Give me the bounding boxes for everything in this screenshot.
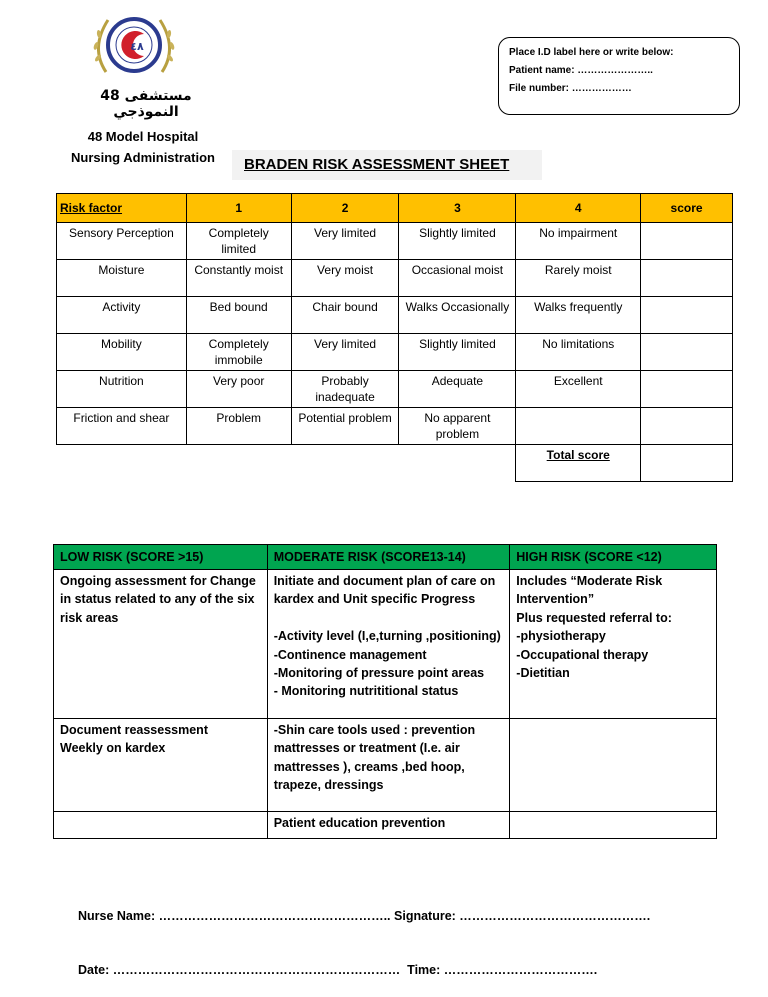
table-cell: No impairment xyxy=(516,223,641,260)
hospital-name: 48 Model Hospital xyxy=(87,129,199,144)
risk-factor-cell: Mobility xyxy=(57,334,187,371)
table-row xyxy=(57,260,733,297)
total-score-row xyxy=(57,445,733,482)
table-header-row xyxy=(57,194,733,223)
moderate-risk-education: Patient education prevention xyxy=(267,812,510,839)
table-row xyxy=(57,371,733,408)
reassessment-line: Weekly on kardex xyxy=(60,741,166,756)
risk-level-row xyxy=(54,570,717,719)
moderate-risk-instructions xyxy=(267,570,510,719)
table-row xyxy=(57,223,733,260)
file-number-field[interactable]: File number: ……………… xyxy=(509,83,632,94)
table-cell: Adequate xyxy=(399,371,516,408)
header-level-1: 1 xyxy=(186,194,291,223)
table-row xyxy=(57,334,733,371)
header-level-3: 3 xyxy=(399,194,516,223)
table-cell: Very limited xyxy=(291,223,399,260)
table-cell: Slightly limited xyxy=(399,223,516,260)
table-cell: Very limited xyxy=(291,334,399,371)
table-cell: No limitations xyxy=(516,334,641,371)
table-cell: Problem xyxy=(186,408,291,445)
low-risk-instructions: Ongoing assessment for Change in status related to any of the six risk areas xyxy=(54,570,268,719)
patient-name-field[interactable]: Patient name: ………………….. xyxy=(509,65,653,76)
table-cell: Walks frequently xyxy=(516,297,641,334)
high-line: -physiotherapy xyxy=(516,629,606,644)
hospital-info xyxy=(58,126,228,168)
high-line: -Dietitian xyxy=(516,666,570,681)
low-risk-reassessment xyxy=(54,719,268,812)
low-risk-header: LOW RISK (SCORE >15) xyxy=(54,545,268,570)
score-cell[interactable] xyxy=(641,223,733,260)
table-cell: Probably inadequate xyxy=(291,371,399,408)
score-cell[interactable] xyxy=(641,260,733,297)
total-score-label: Total score xyxy=(516,445,641,482)
risk-factor-cell: Friction and shear xyxy=(57,408,187,445)
high-risk-header: HIGH RISK (SCORE <12) xyxy=(510,545,717,570)
moderate-line: -Monitoring of pressure point areas xyxy=(273,666,485,681)
table-cell: Rarely moist xyxy=(516,260,641,297)
table-row xyxy=(57,408,733,445)
table-cell: Potential problem xyxy=(291,408,399,445)
table-cell: Constantly moist xyxy=(186,260,291,297)
signature-footer xyxy=(78,871,650,997)
risk-factor-cell: Nutrition xyxy=(57,371,187,408)
header-risk-factor: Risk factor xyxy=(57,194,187,223)
table-cell: Bed bound xyxy=(186,297,291,334)
hospital-name-arabic: مستشفى 48 النموذجي xyxy=(100,88,192,120)
moderate-risk-header: MODERATE RISK (SCORE13-14) xyxy=(267,545,510,570)
table-cell: Excellent xyxy=(516,371,641,408)
braden-risk-table xyxy=(56,193,733,482)
high-line: Plus requested referral to: xyxy=(516,610,672,625)
moderate-line: -Activity level (I,e,turning ,positioning) xyxy=(273,629,501,644)
risk-level-table xyxy=(53,544,717,839)
table-cell: No apparent problem xyxy=(399,408,516,445)
score-cell[interactable] xyxy=(641,297,733,334)
header-score: score xyxy=(641,194,733,223)
reassessment-line: Document reassessment xyxy=(60,723,208,737)
moderate-line: Initiate and document plan of care on kardex and Unit specific Progress xyxy=(273,574,496,607)
high-line: -Occupational therapy xyxy=(516,647,649,662)
risk-factor-cell: Activity xyxy=(57,297,187,334)
risk-level-header-row xyxy=(54,545,717,570)
table-cell: Very moist xyxy=(291,260,399,297)
total-score-cell[interactable] xyxy=(641,445,733,482)
table-cell: Completely immobile xyxy=(186,334,291,371)
date-time-line[interactable]: Date: …………………………………………………………… Time: ………………………………. xyxy=(78,963,598,977)
high-risk-instructions xyxy=(510,570,717,719)
table-cell: Very poor xyxy=(186,371,291,408)
risk-level-row xyxy=(54,719,717,812)
risk-factor-cell: Sensory Perception xyxy=(57,223,187,260)
table-cell: Chair bound xyxy=(291,297,399,334)
table-cell xyxy=(516,408,641,445)
hospital-logo xyxy=(86,10,182,80)
moderate-risk-skin-care: -Shin care tools used : prevention mattresses or treatment (I.e. air mattresses ), creams ,bed hoop, trapeze, dressings xyxy=(267,719,510,812)
score-cell[interactable] xyxy=(641,408,733,445)
patient-id-box[interactable] xyxy=(498,37,740,115)
table-cell: Slightly limited xyxy=(399,334,516,371)
moderate-line: -Continence management xyxy=(273,647,427,662)
table-cell: Walks Occasionally xyxy=(399,297,516,334)
high-line: Includes “Moderate Risk Intervention” xyxy=(516,574,663,607)
header-level-4: 4 xyxy=(516,194,641,223)
table-cell: Completely limited xyxy=(186,223,291,260)
sheet-title-banner xyxy=(232,150,542,180)
logo-text: ٤٨ xyxy=(130,40,144,53)
table-row xyxy=(57,297,733,334)
score-cell[interactable] xyxy=(641,371,733,408)
risk-level-row xyxy=(54,812,717,839)
score-cell[interactable] xyxy=(641,334,733,371)
department-name: Nursing Administration xyxy=(71,150,215,165)
header-level-2: 2 xyxy=(291,194,399,223)
risk-factor-cell: Moisture xyxy=(57,260,187,297)
sheet-title: BRADEN RISK ASSESSMENT SHEET xyxy=(244,156,510,173)
moderate-line: - Monitoring nutrititional status xyxy=(273,684,459,699)
table-cell: Occasional moist xyxy=(399,260,516,297)
id-label-instruction: Place I.D label here or write below: xyxy=(509,47,674,58)
nurse-signature-line[interactable]: Nurse Name: ……………………………………………….. Signature: ………………………………………. xyxy=(78,909,651,923)
